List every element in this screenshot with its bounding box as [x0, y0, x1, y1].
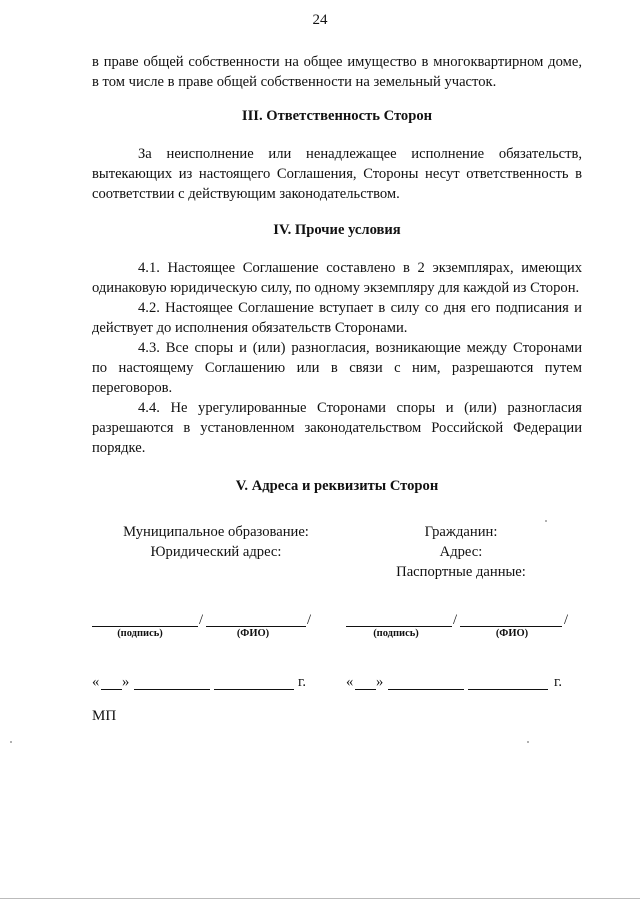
left-name-caption: (ФИО) — [236, 628, 270, 639]
section-5-heading: V. Адреса и реквизиты Сторон — [235, 478, 439, 494]
right-signature-caption: (подпись) — [373, 628, 419, 639]
left-date-year-line — [214, 689, 294, 690]
right-signature-line — [346, 626, 452, 627]
left-date-close-quote: » — [122, 674, 130, 690]
right-date-close-quote: » — [376, 674, 384, 690]
scan-edge — [0, 898, 640, 899]
right-name-line — [460, 626, 562, 627]
address-label: Адрес: — [439, 544, 483, 560]
right-signature-slash: / — [453, 612, 458, 628]
section-3-paragraph: За неисполнение или ненадлежащее исполнение обязательств, вытекающих из настоящего Соглашения, Стороны несут ответственность в соответствии с действующим законодательством. — [92, 146, 582, 202]
scan-speck — [545, 520, 547, 522]
right-date-year-line — [468, 689, 548, 690]
page-number: 24 — [312, 12, 328, 28]
right-name-slash: / — [564, 612, 569, 628]
clause-4-3: 4.3. Все споры и (или) разногласия, возникающие между Сторонами по настоящему Соглашению или в связи с ним, разрешаются путем переговоров. — [92, 340, 582, 396]
stamp-place-label: МП — [92, 708, 117, 724]
document-body — [92, 52, 582, 496]
right-name-caption: (ФИО) — [495, 628, 529, 639]
right-date-day-line — [355, 689, 376, 690]
right-date-month-line — [388, 689, 464, 690]
clause-4-1: 4.1. Настоящее Соглашение составлено в 2 экземплярах, имеющих одинаковую юридическую силу, по одному экземпляру для каждой из Сторон. — [92, 260, 582, 296]
municipality-block — [92, 522, 340, 562]
left-date-month-line — [134, 689, 210, 690]
scan-speck — [10, 741, 12, 743]
right-date-year-suffix: г. — [554, 674, 562, 690]
left-signature-slash: / — [199, 612, 204, 628]
legal-address-label: Юридический адрес: — [150, 544, 282, 560]
citizen-label: Гражданин: — [424, 524, 498, 540]
left-signature-caption: (подпись) — [117, 628, 163, 639]
party-details — [92, 522, 582, 584]
clause-4-2: 4.2. Настоящее Соглашение вступает в силу со дня его подписания и действует до исполнения обязательств Сторонами. — [92, 300, 582, 336]
left-name-line — [206, 626, 306, 627]
left-date-open-quote: « — [92, 674, 100, 690]
citizen-block — [340, 522, 582, 582]
left-date-year-suffix: г. — [298, 674, 306, 690]
scan-speck — [527, 741, 529, 743]
section-4-heading: IV. Прочие условия — [273, 222, 401, 238]
right-date-open-quote: « — [346, 674, 354, 690]
municipality-label: Муниципальное образование: — [123, 524, 309, 540]
left-signature-line — [92, 626, 198, 627]
clause-4-4: 4.4. Не урегулированные Сторонами споры и (или) разногласия разрешаются в установленном законодательством Российской Федерации порядке. — [92, 400, 582, 456]
section-3-heading: III. Ответственность Сторон — [241, 108, 433, 124]
intro-paragraph: в праве общей собственности на общее имущество в многоквартирном доме, в том числе в праве общей собственности на земельный участок. — [92, 54, 582, 90]
left-name-slash: / — [307, 612, 312, 628]
passport-data-label: Паспортные данные: — [396, 564, 526, 580]
left-date-day-line — [101, 689, 122, 690]
